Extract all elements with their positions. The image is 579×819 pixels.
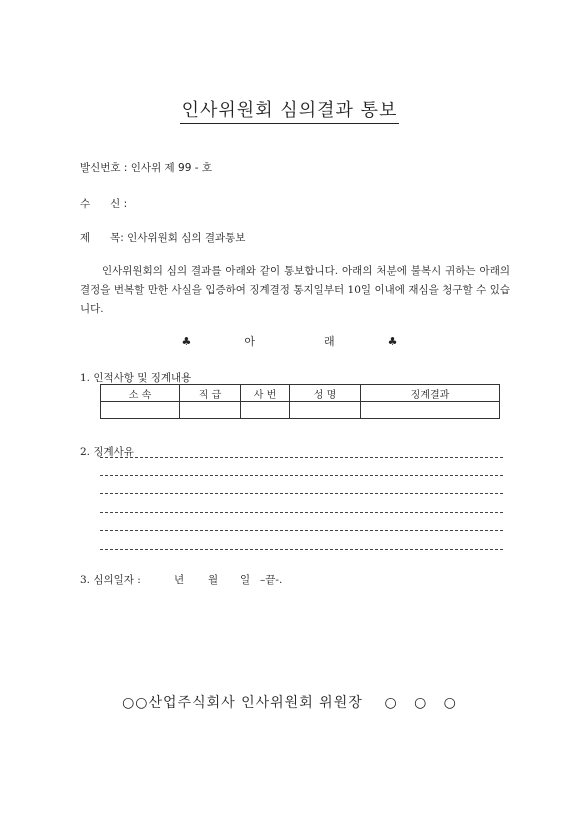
reason-line[interactable] — [100, 549, 503, 550]
cell-disciplinary-result[interactable] — [361, 402, 500, 419]
body-paragraph: 인사위원회의 심의 결과를 아래와 같이 통보합니다. 아래의 처분에 불복시 귀하는 아래의 결정을 번복할 만한 사실을 입증하여 징계결정 통지일부터 10일 이내에 재심을 청구할 수 있습니다. — [80, 265, 510, 315]
reason-line[interactable] — [100, 530, 503, 531]
reason-line[interactable] — [100, 493, 503, 494]
committee-chair-signature: ○○산업주식회사 인사위원회 위원장 ○ ○ ○ — [122, 695, 457, 711]
year-label: 년 — [174, 574, 185, 586]
notice-word-rae: 래 — [324, 335, 335, 348]
section3-heading: 3. 심의일자 : — [80, 574, 141, 586]
club-symbol-left: ♣ — [181, 335, 192, 348]
subject-line: 제 목: 인사위원회 심의 결과통보 — [80, 232, 246, 244]
reason-line[interactable] — [100, 457, 503, 458]
recipient-label: 수 신 : — [80, 198, 128, 210]
month-label: 월 — [208, 574, 219, 586]
table-row — [101, 402, 500, 419]
cell-rank[interactable] — [180, 402, 241, 419]
reason-line[interactable] — [100, 512, 503, 513]
header-cell-affiliation: 소 속 — [101, 385, 180, 402]
reason-line[interactable] — [100, 475, 503, 476]
cell-affiliation[interactable] — [101, 402, 180, 419]
section1-heading: 1. 인적사항 및 징계내용 — [80, 372, 192, 384]
header-cell-rank: 직 급 — [180, 385, 241, 402]
section2-heading: 2. 징계사유 — [80, 446, 134, 458]
day-label: 일 — [240, 574, 251, 586]
cell-employee-id[interactable] — [241, 402, 290, 419]
table-header-row — [101, 385, 500, 402]
cell-name[interactable] — [290, 402, 361, 419]
personnel-table — [100, 384, 500, 419]
header-cell-name: 성 명 — [290, 385, 361, 402]
notice-word-a: 아 — [244, 335, 255, 348]
club-symbol-right: ♣ — [387, 335, 398, 348]
notice-heading — [0, 333, 579, 349]
header-cell-disciplinary-result: 징계결과 — [361, 385, 500, 402]
header-cell-employee-id: 사 번 — [241, 385, 290, 402]
notice-body — [80, 262, 510, 319]
sender-number: 발신번호 : 인사위 제 99 - 호 — [80, 162, 212, 174]
document-title: 인사위원회 심의결과 통보 — [0, 96, 579, 122]
end-mark: –끝-. — [260, 574, 283, 586]
